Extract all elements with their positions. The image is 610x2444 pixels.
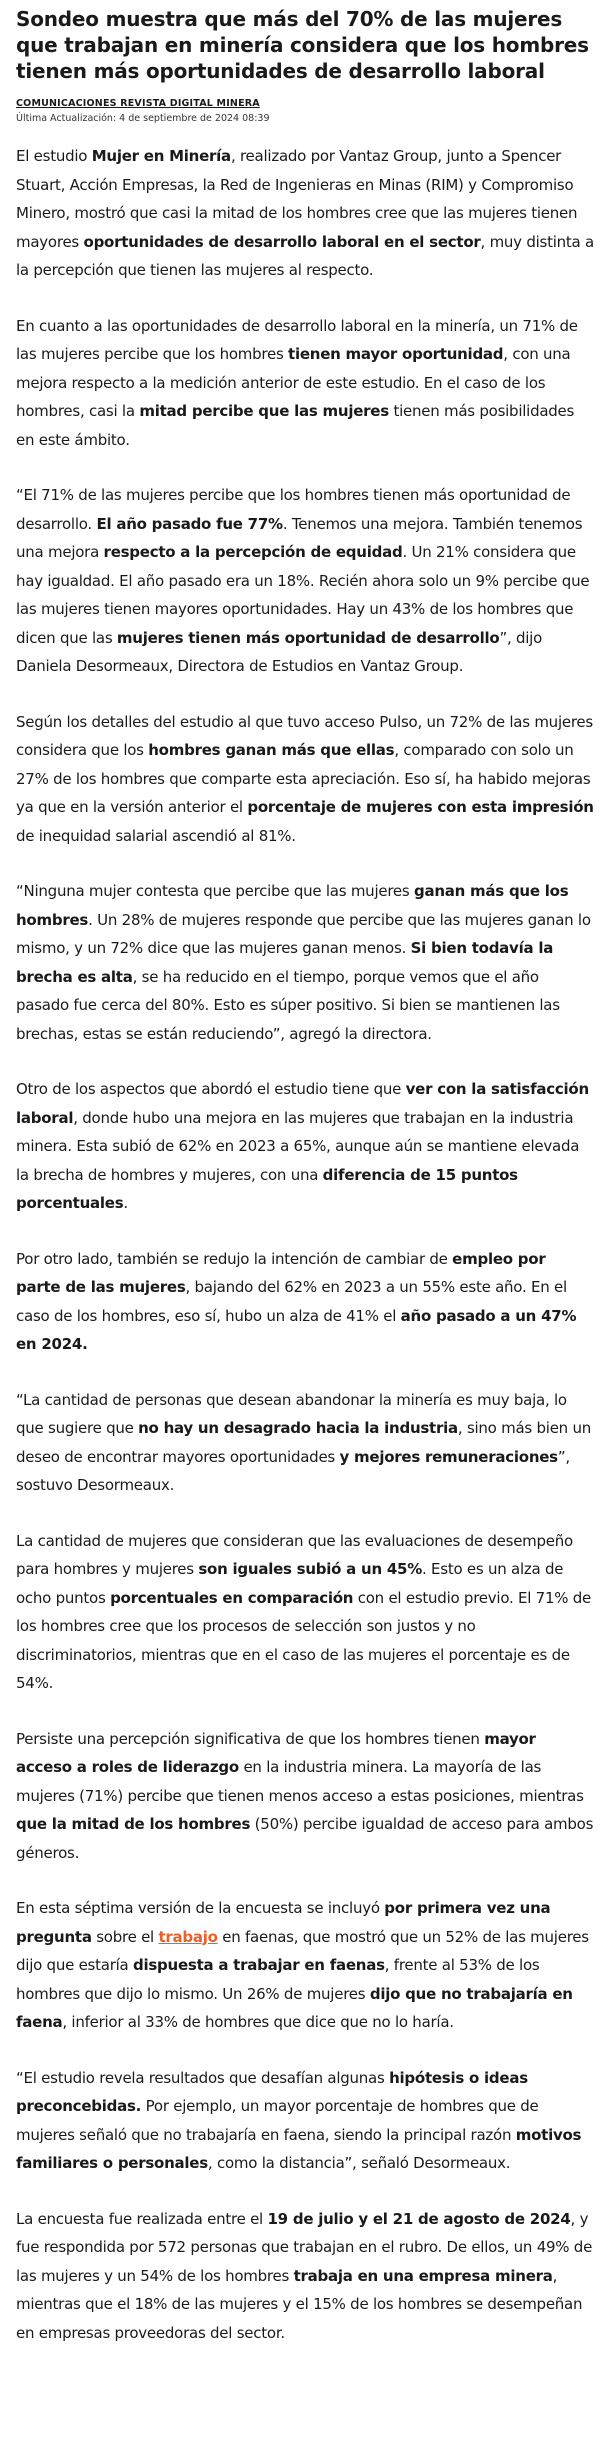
bold-text: oportunidades de desarrollo laboral en el sector: [83, 232, 481, 251]
article-paragraph: [16, 312, 594, 455]
text-run: “Ninguna mujer contesta que percibe que las mujeres: [16, 882, 414, 900]
text-run: Por otro lado, también se redujo la intención de cambiar de: [16, 1249, 453, 1268]
text-run: , con una mejora respecto a la medición anterior de este estudio. En el caso de los hombres, casi la: [16, 345, 571, 420]
text-run: tienen más posibilidades en este ámbito.: [16, 402, 575, 449]
text-run: , como la distancia”, señaló Desormeaux.: [207, 2154, 511, 2172]
text-run: ”, sostuvo Desormeaux.: [16, 1447, 570, 1494]
article-paragraph: [16, 1075, 594, 1218]
article-paragraph: [16, 1386, 594, 1500]
bold-text: empleo por parte de las mujeres: [16, 1249, 546, 1296]
bold-text: tienen mayor oportunidad: [288, 345, 504, 363]
text-run: de inequidad salarial ascendió al 81%.: [16, 826, 296, 845]
bold-text: trabaja en una empresa minera: [293, 2266, 553, 2285]
text-run: , inferior al 33% de hombres que dice que no lo haría.: [62, 2013, 454, 2031]
bold-text: motivos familiares o personales: [16, 2125, 582, 2172]
bold-text: dispuesta a trabajar en faenas: [133, 1956, 385, 1974]
bold-text: ganan más que los hombres: [16, 882, 569, 929]
text-run: “El 71% de las mujeres percibe que los hombres tienen más oportunidad de desarrollo.: [16, 486, 571, 533]
text-run: . Tenemos una mejora. También tenemos una mejora: [16, 514, 583, 561]
bold-text: hipótesis o ideas preconcebidas.: [16, 2068, 528, 2115]
text-run: , donde hubo una mejora en las mujeres que trabajan en la industria minera. Esta subió de 62% en 2023 a 65%, aunque aún se mantiene elevada la brecha de hombres y mujeres, con una: [16, 1108, 580, 1184]
text-run: (50%) percibe igualdad de acceso para ambos géneros.: [16, 1815, 594, 1862]
text-run: “El estudio revela resultados que desafían algunas: [16, 2068, 390, 2087]
text-run: , comparado con solo un 27% de los hombres que comparte esta apreciación. Eso sí, ha habido mejoras ya que en la versión anterior el: [16, 741, 591, 816]
article-paragraph: [16, 2064, 594, 2178]
bold-text: porcentaje de mujeres con esta impresión: [247, 798, 594, 816]
bold-text: mujeres tienen más oportunidad de desarrollo: [116, 628, 500, 647]
bold-text: dijo que no trabajaría en faena: [16, 1984, 573, 2031]
bold-text: Mujer en Minería: [91, 147, 231, 165]
article-paragraph: [16, 1725, 594, 1868]
article-paragraph: [16, 708, 594, 851]
bold-text: que la mitad de los hombres: [16, 1815, 251, 1833]
bold-text: y mejores remuneraciones: [339, 1447, 558, 1466]
text-run: , sino más bien un deseo de encontrar mayores oportunidades: [16, 1419, 591, 1466]
bold-text: diferencia de 15 puntos porcentuales: [16, 1165, 518, 1212]
text-run: con el estudio previo. El 71% de los hombres cree que los procesos de selección son justos y no discriminatorios, mientras que en el caso de las mujeres el porcentaje es de 54%.: [16, 1588, 592, 1692]
bold-text: hombres ganan más que ellas: [148, 741, 395, 759]
text-run: En esta séptima versión de la encuesta se incluyó: [16, 1899, 385, 1917]
article-paragraph: [16, 1245, 594, 1359]
text-run: La cantidad de mujeres que consideran que las evaluaciones de desempeño para hombres y mujeres: [16, 1531, 573, 1578]
text-run: , frente al 53% de los hombres que dijo lo mismo. Un 26% de mujeres: [16, 1956, 540, 2003]
bold-text: 19 de julio y el 21 de agosto de 2024: [267, 2209, 571, 2228]
article-paragraph: [16, 142, 594, 285]
article-paragraph: [16, 481, 594, 681]
bold-text: ver con la satisfacción laboral: [16, 1080, 589, 1127]
bold-text: respecto a la percepción de equidad: [103, 543, 403, 561]
text-run: sobre el: [91, 1927, 159, 1946]
article-paragraph: [16, 877, 594, 1048]
text-run: , se ha reducido en el tiempo, porque vemos que el año pasado fue cerca del 80%. Esto es súper positivo. Si bien se mantienen las brechas, estas se están reduciendo”, agregó la directora.: [16, 967, 560, 1043]
text-run: El estudio: [16, 147, 92, 165]
text-run: . Esto es un alza de ocho puntos: [16, 1560, 564, 1607]
text-run: , y fue respondida por 572 personas que trabajan en el rubro. De ellos, un 49% de las mujeres y un 54% de los hombres: [16, 2209, 593, 2285]
bold-text: no hay un desagrado hacia la industria: [138, 1419, 458, 1437]
inline-link[interactable]: trabajo: [158, 1927, 218, 1946]
text-run: , realizado por Vantaz Group, junto a Spencer Stuart, Acción Empresas, la Red de Ingenieras en Minas (RIM) y Compromiso Minero, mostró que casi la mitad de los hombres cree que las mujeres tienen mayores: [16, 147, 578, 251]
text-run: , bajando del 62% en 2023 a un 55% este año. En el caso de los hombres, eso sí, hubo un alza de 41% el: [16, 1278, 567, 1325]
text-run: , mientras que el 18% de las mujeres y el 15% de los hombres se desempeñan en empresas proveedoras del sector.: [16, 2266, 583, 2342]
article-paragraph: [16, 1894, 594, 2037]
last-updated-timestamp: Última Actualización: 4 de septiembre de 2024 08:39: [16, 113, 270, 124]
text-run: . Un 21% considera que hay igualdad. El año pasado era un 18%. Recién ahora solo un 9% percibe que las mujeres tienen mayores oportunidades. Hay un 43% de los hombres que dicen que las: [16, 543, 590, 647]
article-paragraph: [16, 2205, 594, 2348]
text-run: , muy distinta a la percepción que tienen las mujeres al respecto.: [16, 232, 594, 279]
text-run: . Un 28% de mujeres responde que percibe que las mujeres ganan lo mismo, y un 72% dice que las mujeres ganan menos.: [16, 910, 591, 957]
bold-text: porcentuales en comparación: [110, 1588, 354, 1607]
bold-text: por primera vez una pregunta: [16, 1899, 551, 1946]
bold-text: mayor acceso a roles de liderazgo: [16, 1729, 536, 1776]
article-paragraph: [16, 1527, 594, 1698]
text-run: La encuesta fue realizada entre el: [16, 2209, 268, 2228]
text-run: .: [123, 1194, 128, 1212]
text-run: Según los detalles del estudio al que tuvo acceso Pulso, un 72% de las mujeres considera que los: [16, 712, 593, 759]
text-run: Por ejemplo, un mayor porcentaje de hombres que de mujeres señaló que no trabajaría en faena, siendo la principal razón: [16, 2097, 539, 2144]
article-byline[interactable]: COMUNICACIONES REVISTA DIGITAL MINERA: [16, 98, 260, 109]
article-headline: Sondeo muestra que más del 70% de las mujeres que trabajan en minería considera que los hombres tienen más oportunidades de desarrollo laboral: [16, 7, 589, 83]
bold-text: año pasado a un 47% en 2024.: [16, 1306, 577, 1353]
text-run: en faenas, que mostró que un 52% de las mujeres dijo que estaría: [16, 1927, 589, 1974]
article-body: [16, 142, 594, 2347]
text-run: Persiste una percepción significativa de que los hombres tienen: [16, 1729, 485, 1748]
bold-text: Si bien todavía la brecha es alta: [16, 939, 554, 986]
text-run: En cuanto a las oportunidades de desarrollo laboral en la minería, un 71% de las mujeres percibe que los hombres: [16, 316, 578, 363]
text-run: “La cantidad de personas que desean abandonar la minería es muy baja, lo que sugiere que: [16, 1390, 567, 1437]
text-run: ”, dijo Daniela Desormeaux, Directora de Estudios en Vantaz Group.: [16, 628, 543, 675]
bold-text: son iguales subió a un 45%: [198, 1560, 422, 1578]
text-run: Otro de los aspectos que abordó el estudio tiene que: [16, 1080, 406, 1098]
bold-text: mitad percibe que las mujeres: [139, 402, 389, 420]
bold-text: El año pasado fue 77%: [96, 514, 283, 533]
text-run: en la industria minera. La mayoría de las mujeres (71%) percibe que tienen menos acceso a estas posiciones, mientras: [16, 1758, 584, 1805]
